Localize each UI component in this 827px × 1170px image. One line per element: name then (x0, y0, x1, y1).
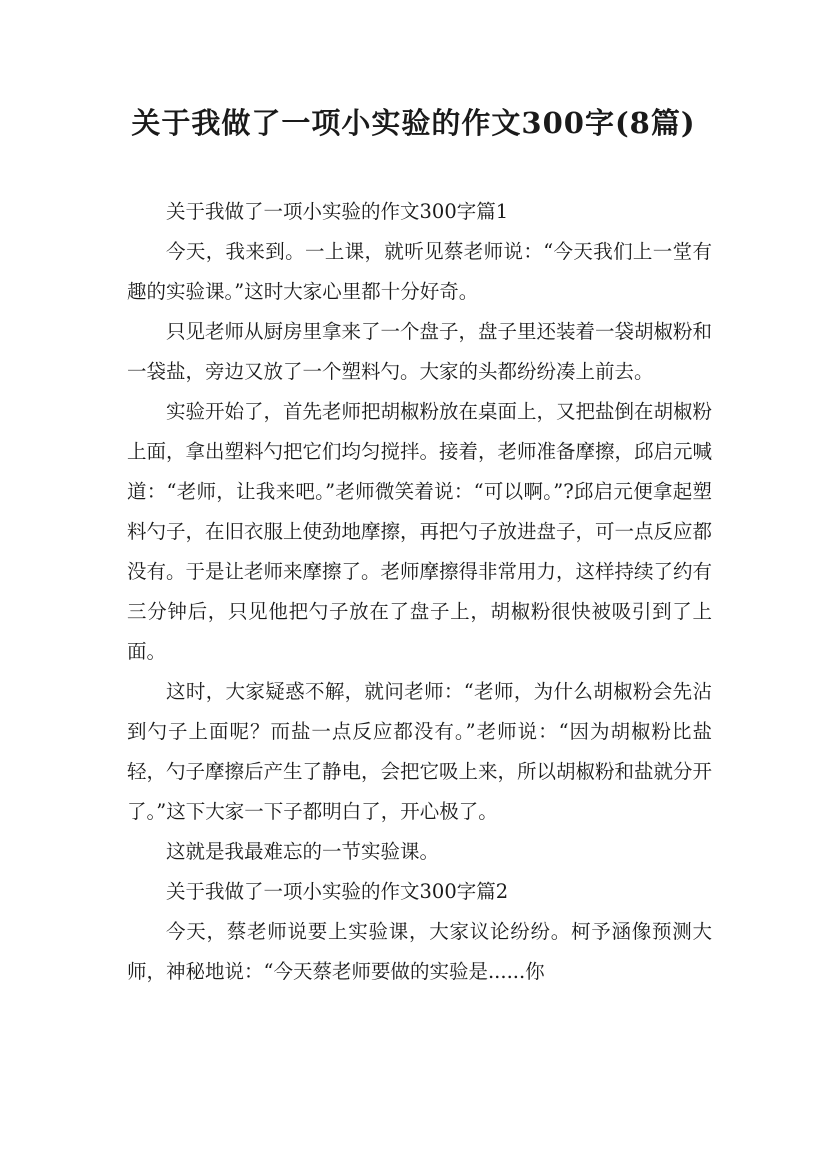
document-body (127, 192, 712, 992)
section-heading-2: 关于我做了一项小实验的作文300字篇2 (166, 880, 509, 903)
paragraph: 今天，我来到。一上课，就听见蔡老师说：“今天我们上一堂有趣的实验课。”这时大家心里都十分好奇。 (127, 240, 712, 303)
section-heading-1: 关于我做了一项小实验的作文300字篇1 (166, 200, 509, 223)
paragraph: 今天，蔡老师说要上实验课，大家议论纷纷。柯予涵像预测大师，神秘地说：“今天蔡老师要做的实验是......你 (127, 920, 712, 983)
paragraph: 这就是我最难忘的一节实验课。 (166, 840, 440, 863)
document-title: 关于我做了一项小实验的作文300字(8篇) (131, 106, 696, 140)
paragraph: 实验开始了，首先老师把胡椒粉放在桌面上，又把盐倒在胡椒粉上面，拿出塑料勺把它们均匀搅拌。接着，老师准备摩擦，邱启元喊道：“老师，让我来吧。”老师微笑着说：“可以啊。”?邱启元便拿起塑料勺子，在旧衣服上使劲地摩擦，再把勺子放进盘子，可一点反应都没有。于是让老师来摩擦了。老师摩擦得非常用力，这样持续了约有三分钟后，只见他把勺子放在了盘子上，胡椒粉很快被吸引到了上面。 (127, 400, 713, 663)
paragraph: 只见老师从厨房里拿来了一个盘子，盘子里还装着一袋胡椒粉和一袋盐，旁边又放了一个塑料勺。大家的头都纷纷凑上前去。 (127, 320, 713, 383)
paragraph: 这时，大家疑惑不解，就问老师：“老师，为什么胡椒粉会先沾到勺子上面呢？而盐一点反应都没有。”老师说：“因为胡椒粉比盐轻，勺子摩擦后产生了静电，会把它吸上来，所以胡椒粉和盐就分开了。”这下大家一下子都明白了，开心极了。 (127, 680, 713, 823)
